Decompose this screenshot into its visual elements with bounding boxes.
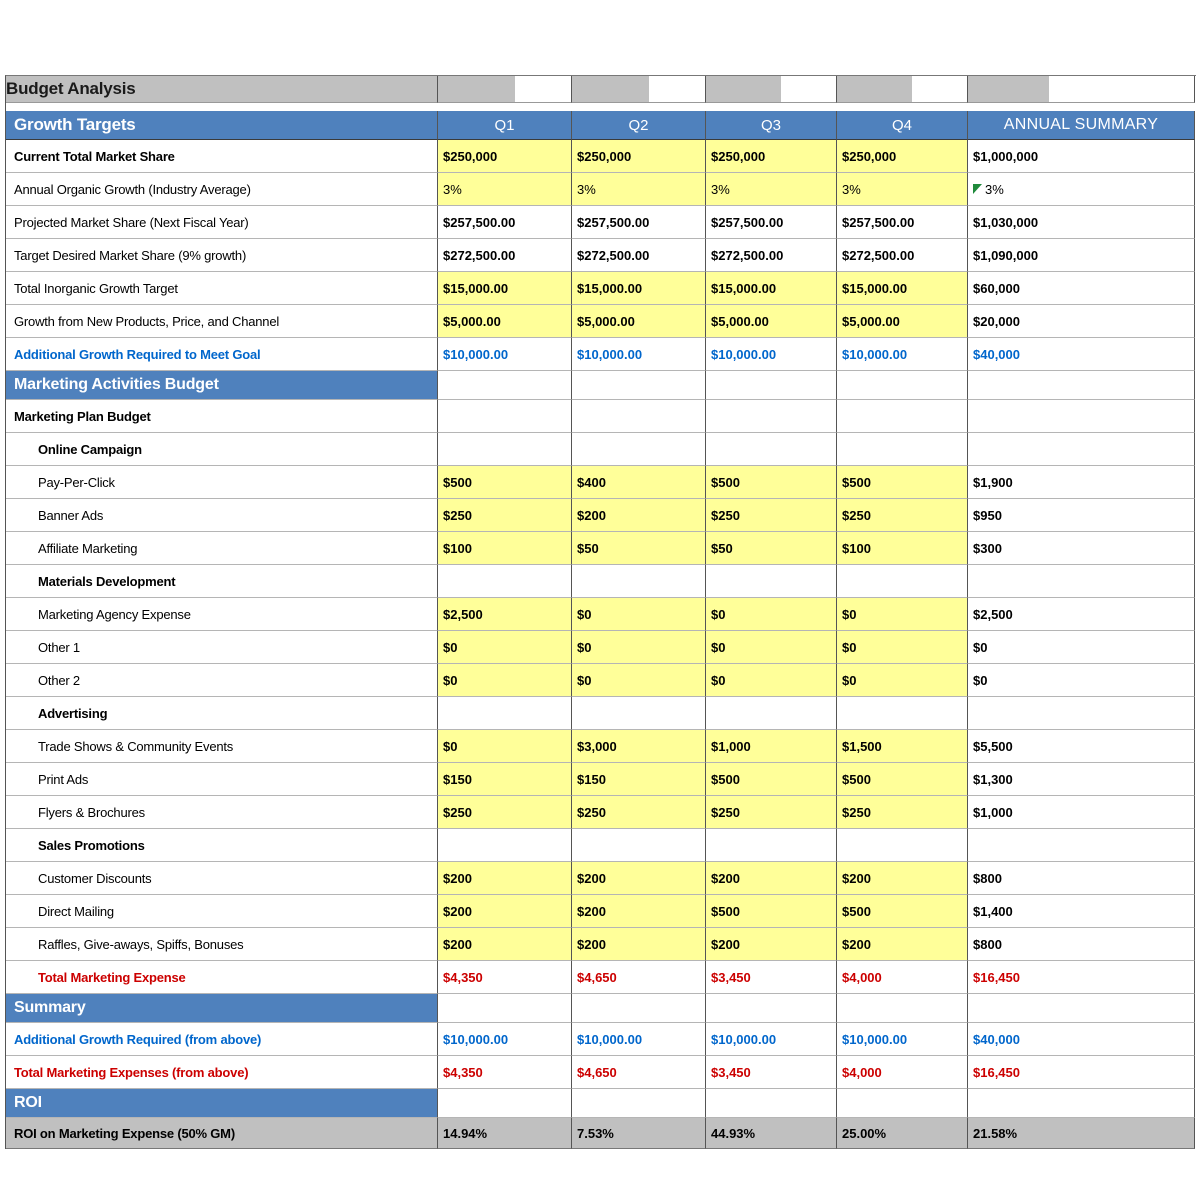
q3-cell: 3% [706, 173, 837, 206]
q4-cell [837, 829, 968, 862]
q2-cell: $257,500.00 [572, 206, 706, 239]
annual-summary-cell: $60,000 [968, 272, 1195, 305]
q3-cell: $0 [706, 598, 837, 631]
green-corner-marker-icon [973, 184, 982, 194]
annual-summary-cell: $16,450 [968, 1056, 1195, 1089]
q2-cell: $0 [572, 598, 706, 631]
annual-summary-cell: $0 [968, 631, 1195, 664]
row-label: Target Desired Market Share (9% growth) [6, 239, 438, 272]
q1-cell: 14.94% [438, 1118, 572, 1149]
q1-cell: $200 [438, 862, 572, 895]
data-row [6, 862, 1196, 895]
data-row [6, 664, 1196, 697]
data-row [6, 730, 1196, 763]
q4-cell: $0 [837, 664, 968, 697]
q1-cell: $257,500.00 [438, 206, 572, 239]
q3-cell: 44.93% [706, 1118, 837, 1149]
q3-cell [706, 400, 837, 433]
row-label: Additional Growth Required (from above) [6, 1023, 438, 1056]
annual-summary-cell: $0 [968, 664, 1195, 697]
data-row [6, 928, 1196, 961]
q4-cell: $500 [837, 895, 968, 928]
section-header-row [6, 994, 1196, 1023]
q2-cell: $150 [572, 763, 706, 796]
q2-cell: $4,650 [572, 1056, 706, 1089]
data-row [6, 532, 1196, 565]
q1-cell: $5,000.00 [438, 305, 572, 338]
q2-cell [572, 371, 706, 400]
row-label: Materials Development [6, 565, 438, 598]
q3-cell [706, 1089, 837, 1118]
row-label: Annual Organic Growth (Industry Average) [6, 173, 438, 206]
q1-cell: $2,500 [438, 598, 572, 631]
spacer-row [6, 103, 1196, 111]
q4-cell: $5,000.00 [837, 305, 968, 338]
q2-cell [572, 994, 706, 1023]
column-header-annual-summary: ANNUAL SUMMARY [968, 111, 1195, 140]
q3-cell: $500 [706, 763, 837, 796]
gray-fill [706, 76, 781, 102]
data-row [6, 961, 1196, 994]
q1-cell [438, 565, 572, 598]
q4-cell [837, 371, 968, 400]
q1-cell: $200 [438, 895, 572, 928]
q2-cell: $0 [572, 631, 706, 664]
q2-cell [572, 565, 706, 598]
q2-cell: $10,000.00 [572, 1023, 706, 1056]
section-header-row [6, 371, 1196, 400]
annual-summary-cell [968, 400, 1195, 433]
title-cell-q3 [706, 76, 837, 103]
data-row [6, 239, 1196, 272]
q2-cell [572, 829, 706, 862]
row-label: Raffles, Give-aways, Spiffs, Bonuses [6, 928, 438, 961]
data-row [6, 140, 1196, 173]
annual-summary-cell [968, 433, 1195, 466]
q1-cell: $0 [438, 631, 572, 664]
data-row [6, 466, 1196, 499]
gray-fill [837, 76, 912, 102]
row-label: Total Marketing Expense [6, 961, 438, 994]
q2-cell: $200 [572, 895, 706, 928]
q3-cell: $10,000.00 [706, 338, 837, 371]
q4-cell: $4,000 [837, 961, 968, 994]
q3-cell [706, 829, 837, 862]
row-label: Marketing Activities Budget [6, 371, 438, 400]
q2-cell: 3% [572, 173, 706, 206]
q4-cell: $4,000 [837, 1056, 968, 1089]
row-label: Direct Mailing [6, 895, 438, 928]
q4-cell [837, 697, 968, 730]
q2-cell: $200 [572, 862, 706, 895]
annual-summary-cell: $1,090,000 [968, 239, 1195, 272]
q4-cell: $200 [837, 862, 968, 895]
sheet-body [6, 140, 1196, 1149]
q3-cell [706, 371, 837, 400]
q2-cell [572, 1089, 706, 1118]
q3-cell: $200 [706, 862, 837, 895]
row-label: Total Inorganic Growth Target [6, 272, 438, 305]
annual-summary-cell: $20,000 [968, 305, 1195, 338]
annual-summary-cell: $300 [968, 532, 1195, 565]
q3-cell: $3,450 [706, 961, 837, 994]
row-label: Sales Promotions [6, 829, 438, 862]
q2-cell [572, 697, 706, 730]
row-label: ROI on Marketing Expense (50% GM) [6, 1118, 438, 1149]
q2-cell: $0 [572, 664, 706, 697]
q1-cell [438, 1089, 572, 1118]
annual-summary-cell: $40,000 [968, 338, 1195, 371]
annual-summary-cell [968, 697, 1195, 730]
row-label: Flyers & Brochures [6, 796, 438, 829]
q2-cell: $3,000 [572, 730, 706, 763]
q3-cell [706, 697, 837, 730]
annual-summary-cell: $1,000 [968, 796, 1195, 829]
subheader-row [6, 433, 1196, 466]
annual-summary-cell: $1,000,000 [968, 140, 1195, 173]
column-header-q2: Q2 [572, 111, 706, 140]
q3-cell: $3,450 [706, 1056, 837, 1089]
subheader-row [6, 565, 1196, 598]
q2-cell [572, 433, 706, 466]
column-header-q4: Q4 [837, 111, 968, 140]
column-header-q1: Q1 [438, 111, 572, 140]
q1-cell: $0 [438, 664, 572, 697]
data-row [6, 173, 1196, 206]
title-row [6, 76, 1196, 103]
q4-cell: $15,000.00 [837, 272, 968, 305]
data-row [6, 1056, 1196, 1089]
q2-cell: $400 [572, 466, 706, 499]
q2-cell: $250,000 [572, 140, 706, 173]
q2-cell: $50 [572, 532, 706, 565]
data-row [6, 1023, 1196, 1056]
data-row [6, 305, 1196, 338]
annual-summary-cell [968, 994, 1195, 1023]
q1-cell [438, 400, 572, 433]
q4-cell: $200 [837, 928, 968, 961]
row-label: Customer Discounts [6, 862, 438, 895]
row-label: Advertising [6, 697, 438, 730]
q2-cell: $4,650 [572, 961, 706, 994]
sheet-title: Budget Analysis [6, 76, 438, 103]
q1-cell: $10,000.00 [438, 338, 572, 371]
q3-cell [706, 433, 837, 466]
annual-summary-cell: $5,500 [968, 730, 1195, 763]
q1-cell: $250,000 [438, 140, 572, 173]
q4-cell [837, 1089, 968, 1118]
q2-cell: $15,000.00 [572, 272, 706, 305]
q3-cell: $200 [706, 928, 837, 961]
annual-summary-cell [968, 371, 1195, 400]
column-header-row [6, 111, 1196, 140]
annual-summary-cell: $800 [968, 928, 1195, 961]
q2-cell [572, 400, 706, 433]
q1-cell: $272,500.00 [438, 239, 572, 272]
q1-cell: $100 [438, 532, 572, 565]
q4-cell: $250 [837, 499, 968, 532]
title-cell-annual [968, 76, 1195, 103]
title-cell-q4 [837, 76, 968, 103]
q1-cell [438, 697, 572, 730]
gray-fill [968, 76, 1049, 102]
annual-summary-cell: 21.58% [968, 1118, 1195, 1149]
q1-cell [438, 829, 572, 862]
row-label: Print Ads [6, 763, 438, 796]
title-cell-q1 [438, 76, 572, 103]
data-row [6, 206, 1196, 239]
roi-row [6, 1118, 1196, 1149]
annual-summary-cell: 3% [968, 173, 1195, 206]
q4-cell: 25.00% [837, 1118, 968, 1149]
row-label: Trade Shows & Community Events [6, 730, 438, 763]
row-label: Other 1 [6, 631, 438, 664]
q1-cell: $200 [438, 928, 572, 961]
annual-summary-cell: $2,500 [968, 598, 1195, 631]
q1-cell: $250 [438, 499, 572, 532]
row-label: Pay-Per-Click [6, 466, 438, 499]
q1-cell: $4,350 [438, 961, 572, 994]
q3-cell: $50 [706, 532, 837, 565]
row-label: Additional Growth Required to Meet Goal [6, 338, 438, 371]
q4-cell: $500 [837, 763, 968, 796]
row-label: Marketing Plan Budget [6, 400, 438, 433]
q1-cell: $4,350 [438, 1056, 572, 1089]
q3-cell: $5,000.00 [706, 305, 837, 338]
q1-cell [438, 371, 572, 400]
q2-cell: $10,000.00 [572, 338, 706, 371]
q4-cell: $500 [837, 466, 968, 499]
gray-fill [438, 76, 515, 102]
q3-cell: $250 [706, 499, 837, 532]
data-row [6, 796, 1196, 829]
subheader-row [6, 697, 1196, 730]
data-row [6, 499, 1196, 532]
q1-cell [438, 433, 572, 466]
q1-cell: $150 [438, 763, 572, 796]
data-row [6, 598, 1196, 631]
annual-summary-cell: $950 [968, 499, 1195, 532]
q4-cell: $272,500.00 [837, 239, 968, 272]
q3-cell: $0 [706, 664, 837, 697]
q4-cell: $250,000 [837, 140, 968, 173]
data-row [6, 338, 1196, 371]
row-label: Summary [6, 994, 438, 1023]
row-label: ROI [6, 1089, 438, 1118]
q3-cell: $272,500.00 [706, 239, 837, 272]
annual-summary-cell: $1,400 [968, 895, 1195, 928]
q1-cell: $250 [438, 796, 572, 829]
growth-targets-header: Growth Targets [6, 111, 438, 140]
column-header-q3: Q3 [706, 111, 837, 140]
row-label: Banner Ads [6, 499, 438, 532]
annual-summary-cell: $1,900 [968, 466, 1195, 499]
q4-cell: $250 [837, 796, 968, 829]
q4-cell: 3% [837, 173, 968, 206]
q4-cell: $0 [837, 631, 968, 664]
annual-summary-cell: $40,000 [968, 1023, 1195, 1056]
subheader-row [6, 829, 1196, 862]
subheader-row [6, 400, 1196, 433]
q3-cell: $0 [706, 631, 837, 664]
q3-cell: $500 [706, 466, 837, 499]
gray-fill [572, 76, 649, 102]
q3-cell: $1,000 [706, 730, 837, 763]
q4-cell: $10,000.00 [837, 338, 968, 371]
q1-cell: 3% [438, 173, 572, 206]
q3-cell: $257,500.00 [706, 206, 837, 239]
q2-cell: $200 [572, 499, 706, 532]
q1-cell: $10,000.00 [438, 1023, 572, 1056]
section-header-row [6, 1089, 1196, 1118]
row-label: Current Total Market Share [6, 140, 438, 173]
q1-cell: $0 [438, 730, 572, 763]
annual-summary-cell [968, 829, 1195, 862]
q4-cell: $257,500.00 [837, 206, 968, 239]
q4-cell: $1,500 [837, 730, 968, 763]
row-label: Online Campaign [6, 433, 438, 466]
row-label: Total Marketing Expenses (from above) [6, 1056, 438, 1089]
q4-cell [837, 994, 968, 1023]
q3-cell: $10,000.00 [706, 1023, 837, 1056]
annual-summary-cell: $1,030,000 [968, 206, 1195, 239]
q4-cell: $0 [837, 598, 968, 631]
annual-summary-cell: $800 [968, 862, 1195, 895]
q4-cell [837, 565, 968, 598]
q2-cell: $250 [572, 796, 706, 829]
row-label: Growth from New Products, Price, and Channel [6, 305, 438, 338]
row-label: Marketing Agency Expense [6, 598, 438, 631]
q2-cell: $200 [572, 928, 706, 961]
annual-summary-cell: $16,450 [968, 961, 1195, 994]
q4-cell: $10,000.00 [837, 1023, 968, 1056]
q3-cell [706, 565, 837, 598]
q3-cell: $250 [706, 796, 837, 829]
q3-cell: $500 [706, 895, 837, 928]
annual-summary-cell: $1,300 [968, 763, 1195, 796]
q2-cell: 7.53% [572, 1118, 706, 1149]
annual-summary-cell [968, 565, 1195, 598]
q2-cell: $272,500.00 [572, 239, 706, 272]
q3-cell [706, 994, 837, 1023]
row-label: Affiliate Marketing [6, 532, 438, 565]
data-row [6, 895, 1196, 928]
row-label: Other 2 [6, 664, 438, 697]
title-cell-q2 [572, 76, 706, 103]
q3-cell: $250,000 [706, 140, 837, 173]
budget-analysis-sheet [5, 75, 1196, 1149]
row-label: Projected Market Share (Next Fiscal Year) [6, 206, 438, 239]
q4-cell [837, 433, 968, 466]
q1-cell: $500 [438, 466, 572, 499]
q4-cell: $100 [837, 532, 968, 565]
q1-cell [438, 994, 572, 1023]
data-row [6, 763, 1196, 796]
data-row [6, 272, 1196, 305]
data-row [6, 631, 1196, 664]
q2-cell: $5,000.00 [572, 305, 706, 338]
q1-cell: $15,000.00 [438, 272, 572, 305]
q3-cell: $15,000.00 [706, 272, 837, 305]
q4-cell [837, 400, 968, 433]
annual-summary-cell [968, 1089, 1195, 1118]
